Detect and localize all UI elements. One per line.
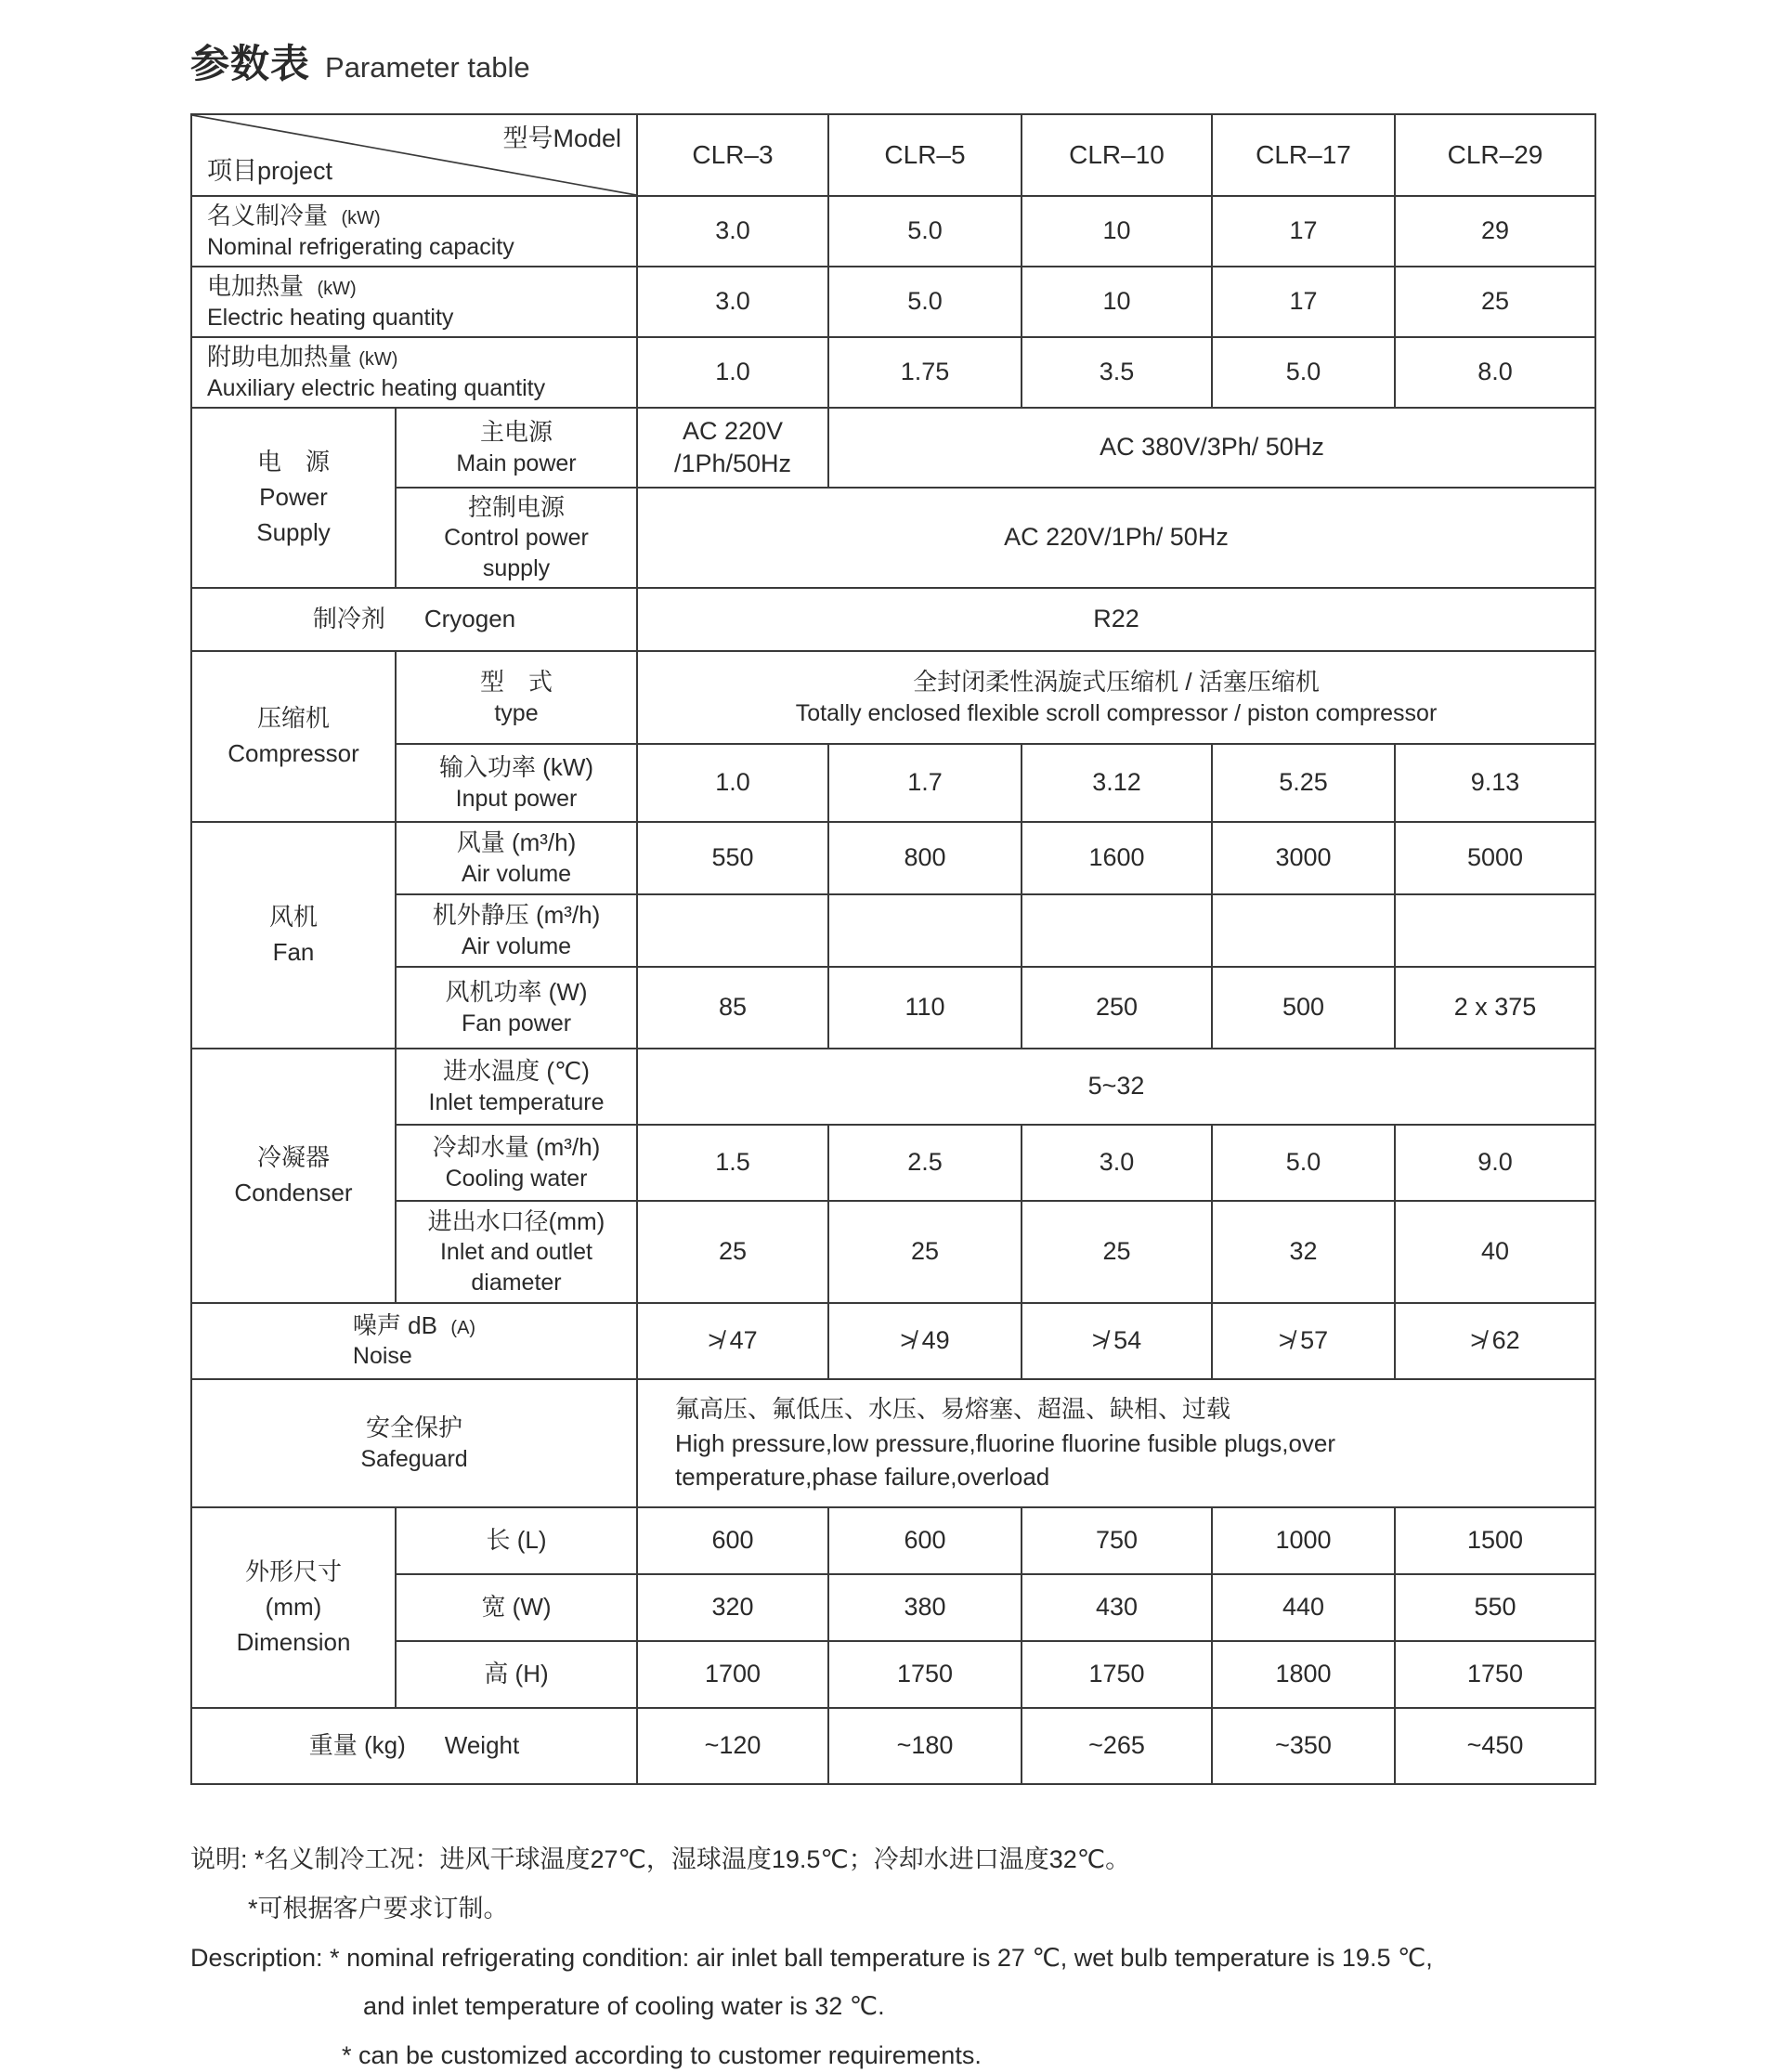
- row-static-pressure: [191, 894, 1595, 967]
- model-header-clr29: CLR–29: [1395, 114, 1595, 196]
- value-cell: 380: [828, 1574, 1022, 1641]
- row-dimension-width: [191, 1574, 1595, 1641]
- label-en: type: [494, 699, 539, 726]
- model-header-clr10: CLR–10: [1022, 114, 1212, 196]
- group-zh: 外形尺寸: [244, 1557, 342, 1586]
- row-label: [191, 196, 637, 267]
- value-cell: 5.0: [1212, 337, 1395, 408]
- value-cell: 1.7: [828, 744, 1022, 822]
- model-header-clr3: CLR–3: [637, 114, 828, 196]
- row-label-safeguard: [191, 1379, 637, 1507]
- value-cell: 600: [637, 1507, 828, 1574]
- value-cell: 3.0: [637, 196, 828, 267]
- row-inlet-temperature: [191, 1049, 1595, 1125]
- row-label-cryogen: [191, 588, 637, 651]
- row-label: [191, 337, 637, 408]
- row-label: [191, 267, 637, 337]
- value-cell: 10: [1022, 267, 1212, 337]
- label-unit: (kW): [341, 207, 381, 228]
- label-en: Input power: [455, 785, 578, 812]
- value-cell: 5.0: [1212, 1125, 1395, 1201]
- value-cell: 5.0: [828, 196, 1022, 267]
- group-en: Fan: [272, 938, 315, 966]
- row-weight: [191, 1708, 1595, 1784]
- value-cell: 3.12: [1022, 744, 1212, 822]
- corner-model-label: 型号Model: [502, 124, 621, 152]
- label-zh: 冷却水量 (m³/h): [432, 1132, 601, 1161]
- group-en: Compressor: [228, 739, 359, 767]
- page-title: [190, 33, 1783, 89]
- value-cell: [637, 894, 828, 967]
- value-cell: 2.5: [828, 1125, 1022, 1201]
- value-cell: 25: [1395, 267, 1595, 337]
- group-zh: 电 源: [256, 448, 330, 476]
- value-cell: 3000: [1212, 822, 1395, 894]
- sub-label-cooling-water: [396, 1125, 637, 1201]
- value-cell: [1022, 894, 1212, 967]
- value-cell-control-power: AC 220V/1Ph/ 50Hz: [637, 488, 1595, 588]
- label-en: Safeguard: [360, 1445, 468, 1472]
- value-cell: [1212, 894, 1395, 967]
- notes-block: [190, 1844, 1783, 2072]
- value-cell: 9.0: [1395, 1125, 1595, 1201]
- note-line-zh-2: *可根据客户要求订制。: [248, 1894, 509, 1922]
- label-zh: 型 式: [479, 667, 553, 696]
- row-cryogen: [191, 588, 1595, 651]
- value-cell: 1750: [1395, 1641, 1595, 1708]
- label-zh: 制冷剂: [312, 605, 385, 633]
- value-cell: 9.13: [1395, 744, 1595, 822]
- value-cell: 3.0: [637, 267, 828, 337]
- group-en: Supply: [256, 517, 331, 546]
- value-cell: 1600: [1022, 822, 1212, 894]
- label-en: Main power: [456, 450, 577, 476]
- label-en: Air volume: [461, 932, 572, 959]
- value-cell: 1750: [1022, 1641, 1212, 1708]
- value-cell: 85: [637, 967, 828, 1049]
- safeguard-zh-line: 氟高压、氟低压、水压、易熔塞、超温、缺相、过载: [675, 1394, 1231, 1423]
- row-input-power: [191, 744, 1595, 822]
- page-title-en: Parameter table: [325, 51, 530, 84]
- label-en: supply: [482, 554, 551, 581]
- row-control-power: [191, 488, 1595, 588]
- value-cell: 320: [637, 1574, 828, 1641]
- sub-label-inlet-temperature: [396, 1049, 637, 1125]
- value-cell: 25: [828, 1201, 1022, 1303]
- value-cell: 32: [1212, 1201, 1395, 1303]
- value-cell: 440: [1212, 1574, 1395, 1641]
- row-nominal-capacity: [191, 196, 1595, 267]
- value-line: /1Ph/50Hz: [673, 450, 792, 477]
- group-label-power-supply: [191, 408, 396, 588]
- label-zh: 噪声 dB: [352, 1310, 437, 1339]
- value-cell: 1500: [1395, 1507, 1595, 1574]
- model-header-clr17: CLR–17: [1212, 114, 1395, 196]
- sub-label-width: 宽 (W): [396, 1574, 637, 1641]
- row-label-noise: [191, 1303, 637, 1379]
- value-cell: 8.0: [1395, 337, 1595, 408]
- corner-cell: [191, 114, 637, 196]
- value-cell: 110: [828, 967, 1022, 1049]
- label-zh: 机外静压 (m³/h): [432, 900, 601, 929]
- group-label-fan: [191, 822, 396, 1049]
- value-cell: 1700: [637, 1641, 828, 1708]
- value-cell: 5000: [1395, 822, 1595, 894]
- row-electric-heating: [191, 267, 1595, 337]
- label-zh: 重量 (kg): [308, 1731, 406, 1760]
- row-label-weight: [191, 1708, 637, 1784]
- value-cell: 3.5: [1022, 337, 1212, 408]
- sub-label-control-power: [396, 488, 637, 588]
- label-zh: 风量 (m³/h): [456, 827, 577, 856]
- sub-label-height: 高 (H): [396, 1641, 637, 1708]
- row-air-volume: [191, 822, 1595, 894]
- label-unit: (kW): [358, 348, 398, 370]
- sub-label-diameter: [396, 1201, 637, 1303]
- value-cell: 750: [1022, 1507, 1212, 1574]
- value-cell: 500: [1212, 967, 1395, 1049]
- value-cell: 1.0: [637, 744, 828, 822]
- value-cell-inlet-temperature: 5~32: [637, 1049, 1595, 1125]
- sub-label-input-power: [396, 744, 637, 822]
- group-en: Dimension: [236, 1627, 351, 1656]
- label-en: Inlet temperature: [428, 1088, 605, 1115]
- value-line-en: Totally enclosed flexible scroll compressor / piston compressor: [795, 699, 1438, 726]
- sub-label-length: 长 (L): [396, 1507, 637, 1574]
- value-cell: 800: [828, 822, 1022, 894]
- value-cell: 1.75: [828, 337, 1022, 408]
- group-label-condenser: [191, 1049, 396, 1303]
- label-en: Air volume: [461, 860, 572, 887]
- label-en: Cooling water: [445, 1165, 588, 1192]
- value-line: AC 220V: [682, 416, 784, 445]
- value-cell: 430: [1022, 1574, 1212, 1641]
- group-en: Power: [259, 483, 328, 512]
- value-cell: 1750: [828, 1641, 1022, 1708]
- label-en: Control power: [444, 525, 589, 552]
- label-zh: 安全保护: [365, 1413, 462, 1441]
- row-safeguard: [191, 1379, 1595, 1507]
- value-cell: 1800: [1212, 1641, 1395, 1708]
- label-zh: 附助电加热量: [207, 342, 353, 371]
- value-cell: ~450: [1395, 1708, 1595, 1784]
- value-cell: 17: [1212, 267, 1395, 337]
- note-line-en-3: * can be customized according to customer requirements.: [342, 2041, 982, 2069]
- value-cell: ~350: [1212, 1708, 1395, 1784]
- value-cell: ≯ 47: [637, 1303, 828, 1379]
- label-zh: 风机功率 (W): [445, 977, 588, 1006]
- label-en: Fan power: [461, 1010, 572, 1036]
- value-cell: 3.0: [1022, 1125, 1212, 1201]
- value-cell: [1395, 894, 1595, 967]
- label-en: Cryogen: [423, 605, 516, 633]
- group-label-dimension: [191, 1507, 396, 1708]
- row-dimension-height: [191, 1641, 1595, 1708]
- note-line-en-2: and inlet temperature of cooling water is 32 ℃.: [363, 1992, 885, 2021]
- page-title-zh: 参数表: [190, 42, 311, 85]
- value-cell-safeguard: [637, 1379, 1595, 1507]
- label-en: Auxiliary electric heating quantity: [207, 374, 546, 401]
- group-zh: 冷凝器: [256, 1143, 330, 1172]
- value-cell: 550: [637, 822, 828, 894]
- value-cell: 1000: [1212, 1507, 1395, 1574]
- value-cell: 600: [828, 1507, 1022, 1574]
- value-cell: 25: [637, 1201, 828, 1303]
- safeguard-en-line: temperature,phase failure,overload: [675, 1463, 1050, 1492]
- group-unit: (mm): [265, 1593, 322, 1622]
- sub-label-type: [396, 651, 637, 744]
- value-cell: ~265: [1022, 1708, 1212, 1784]
- row-dimension-length: [191, 1507, 1595, 1574]
- row-inlet-outlet-diameter: [191, 1201, 1595, 1303]
- value-cell: 550: [1395, 1574, 1595, 1641]
- row-aux-heating: [191, 337, 1595, 408]
- value-cell: ≯ 49: [828, 1303, 1022, 1379]
- value-cell: 2 x 375: [1395, 967, 1595, 1049]
- value-cell: 5.0: [828, 267, 1022, 337]
- header-row: [191, 114, 1595, 196]
- label-zh: 输入功率 (kW): [438, 752, 594, 781]
- note-line-zh-1: 说明: *名义制冷工况：进风干球温度27℃，湿球温度19.5℃；冷却水进口温度32℃。: [190, 1845, 1131, 1873]
- row-main-power: [191, 408, 1595, 488]
- value-cell: 40: [1395, 1201, 1595, 1303]
- sub-label-fan-power: [396, 967, 637, 1049]
- value-cell: 25: [1022, 1201, 1212, 1303]
- sub-label-main-power: [396, 408, 637, 488]
- value-cell: ~120: [637, 1708, 828, 1784]
- value-cell: [828, 894, 1022, 967]
- value-cell: ≯ 62: [1395, 1303, 1595, 1379]
- row-cooling-water: [191, 1125, 1595, 1201]
- value-cell: 10: [1022, 196, 1212, 267]
- label-en: diameter: [471, 1269, 562, 1296]
- value-cell-main-power-others: AC 380V/3Ph/ 50Hz: [828, 408, 1595, 488]
- label-zh: 名义制冷量: [207, 201, 329, 229]
- group-label-compressor: [191, 651, 396, 822]
- value-cell: 5.25: [1212, 744, 1395, 822]
- label-zh: 电加热量: [207, 271, 305, 300]
- value-cell: 250: [1022, 967, 1212, 1049]
- label-zh: 主电源: [479, 417, 553, 446]
- row-noise: [191, 1303, 1595, 1379]
- value-cell: 29: [1395, 196, 1595, 267]
- safeguard-en-line: High pressure,low pressure,fluorine fluorine fusible plugs,over: [675, 1428, 1336, 1457]
- label-zh: 进水温度 (℃): [443, 1056, 590, 1085]
- value-cell-compressor-type: [637, 651, 1595, 744]
- value-cell: ≯ 54: [1022, 1303, 1212, 1379]
- group-zh: 压缩机: [256, 704, 330, 733]
- label-en: Electric heating quantity: [207, 304, 454, 331]
- value-cell: 17: [1212, 196, 1395, 267]
- label-unit: (kW): [317, 278, 357, 299]
- sub-label-static-pressure: [396, 894, 637, 967]
- value-cell-main-power-clr3: [637, 408, 828, 488]
- value-line-zh: 全封闭柔性涡旋式压缩机 / 活塞压缩机: [913, 667, 1320, 696]
- note-line-en-1: Description: * nominal refrigerating condition: air inlet ball temperature is 27 ℃, wet bulb temperature is 19.5 ℃,: [190, 1943, 1433, 1972]
- value-cell: 1.0: [637, 337, 828, 408]
- label-en: Inlet and outlet: [439, 1239, 592, 1266]
- value-cell: ~180: [828, 1708, 1022, 1784]
- label-en: Nominal refrigerating capacity: [207, 233, 514, 260]
- parameter-table: [190, 113, 1596, 1785]
- value-cell-cryogen: R22: [637, 588, 1595, 651]
- label-unit: (A): [450, 1317, 476, 1338]
- label-zh: 进出水口径(mm): [427, 1206, 605, 1235]
- row-fan-power: [191, 967, 1595, 1049]
- model-header-clr5: CLR–5: [828, 114, 1022, 196]
- label-en: Noise: [352, 1343, 412, 1370]
- group-zh: 风机: [268, 903, 318, 932]
- corner-project-label: 项目project: [207, 156, 333, 185]
- group-en: Condenser: [234, 1179, 353, 1206]
- label-zh: 控制电源: [467, 492, 565, 521]
- label-en: Weight: [444, 1731, 520, 1760]
- sub-label-air-volume: [396, 822, 637, 894]
- row-compressor-type: [191, 651, 1595, 744]
- value-cell: ≯ 57: [1212, 1303, 1395, 1379]
- value-cell: 1.5: [637, 1125, 828, 1201]
